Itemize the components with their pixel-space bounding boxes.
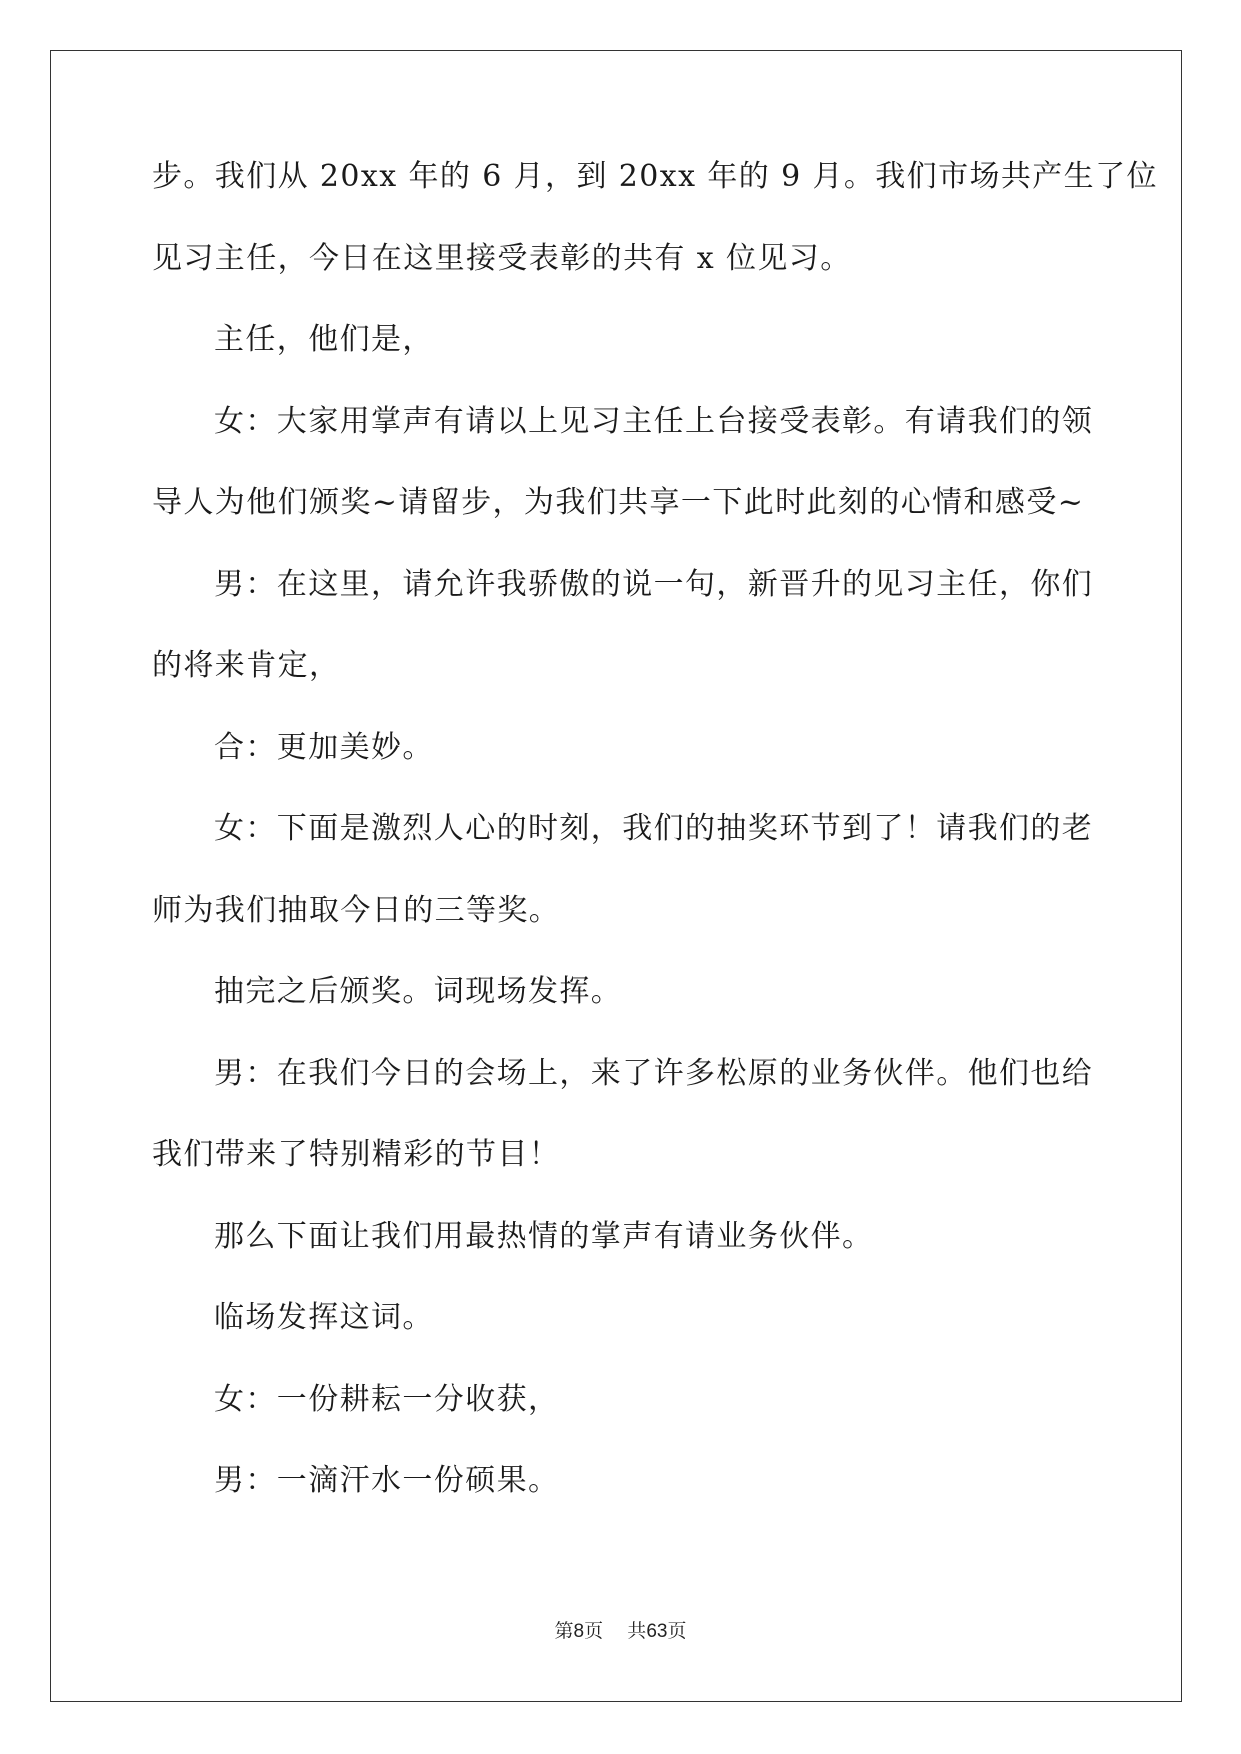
total-prefix: 共 [627, 1620, 647, 1642]
text-line: 步。我们从 20xx 年的 6 月，到 20xx 年的 9 月。我们市场共产生了位 [152, 159, 1158, 194]
text-line: 导人为他们颁奖~请留步，为我们共享一下此时此刻的心情和感受~ [152, 485, 1085, 520]
text-line: 那么下面让我们用最热情的掌声有请业务伙伴。 [214, 1218, 874, 1254]
text-line: 女：大家用掌声有请以上见习主任上台接受表彰。有请我们的领 [214, 403, 1094, 439]
page-number: 8 [573, 1621, 585, 1642]
text-line: 的将来肯定， [152, 648, 341, 683]
text-line: 男：在这里，请允许我骄傲的说一句，新晋升的见习主任，你们 [214, 566, 1094, 602]
total-pages: 63 [646, 1621, 668, 1642]
text-line: 我们带来了特别精彩的节目！ [152, 1137, 561, 1172]
text-line: 女：一份耕耘一分收获， [214, 1381, 560, 1417]
text-line: 合：更加美妙。 [214, 729, 434, 765]
page-suffix: 页 [584, 1620, 604, 1642]
text-line: 师为我们抽取今日的三等奖。 [152, 892, 561, 928]
total-suffix: 页 [667, 1620, 687, 1642]
text-line: 女：下面是激烈人心的时刻，我们的抽奖环节到了！请我们的老 [214, 811, 1094, 846]
document-body [152, 159, 1158, 1548]
text-line: 临场发挥这词。 [214, 1300, 434, 1335]
page-footer [0, 1616, 1241, 1643]
text-line: 见习主任，今日在这里接受表彰的共有 x 位见习。 [152, 240, 852, 276]
text-line: 男：一滴汗水一份硕果。 [214, 1463, 560, 1498]
text-line: 男：在我们今日的会场上，来了许多松原的业务伙伴。他们也给 [214, 1055, 1094, 1091]
text-line: 主任，他们是， [214, 322, 434, 357]
text-line: 抽完之后颁奖。词现场发挥。 [214, 974, 623, 1009]
page-prefix: 第 [554, 1620, 574, 1642]
